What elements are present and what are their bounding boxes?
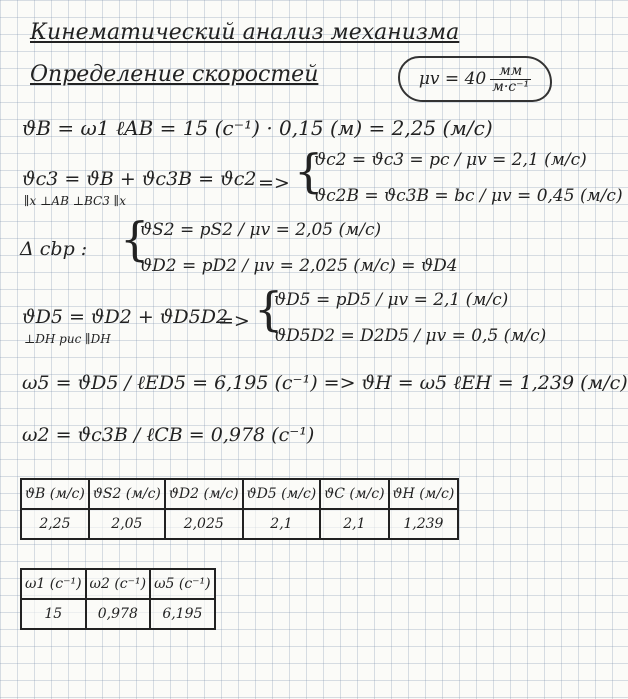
angular-velocity-table [20, 568, 216, 630]
eq-vector-c3-annotations: ∥x ⊥AB ⊥BC3 ∥x [24, 194, 126, 208]
page-title: Кинематический анализ механизма [30, 20, 460, 45]
table-cell: 2,05 [89, 509, 165, 539]
table-cell: 2,25 [21, 509, 89, 539]
sys3-line-a: ϑD5 = pD5 / μv = 2,1 (м/c) [274, 290, 509, 310]
scale-unit-num: мм [490, 64, 531, 80]
sys1-line-a: ϑc2 = ϑc3 = pc / μv = 2,1 (м/c) [314, 150, 587, 170]
table-header-cell: ω1 (c⁻¹) [21, 569, 86, 599]
sys1-line-b: ϑc2B = ϑc3B = bc / μv = 0,45 (м/c) [314, 186, 623, 206]
table-header-row [21, 479, 458, 509]
table-cell: 0,978 [86, 599, 151, 629]
table-row [21, 599, 215, 629]
table-header-cell: ϑD5 (м/c) [243, 479, 321, 509]
eq-omega2: ω2 = ϑc3B / ℓCB = 0,978 (c⁻¹) [22, 424, 315, 446]
table-row [21, 509, 458, 539]
table-cell: 2,025 [165, 509, 243, 539]
velocity-table [20, 478, 459, 540]
sys2-line-b: ϑD2 = pD2 / μv = 2,025 (м/c) = ϑD4 [140, 256, 458, 276]
table-header-cell: ϑD2 (м/c) [165, 479, 243, 509]
triangle-cbp-label: Δ cbp : [20, 238, 88, 260]
scale-unit [490, 64, 531, 95]
arrow-implies-2: => [218, 310, 250, 332]
eq-vector-d5: ϑD5 = ϑD2 + ϑD5D2 [22, 306, 229, 328]
system-brace-3: { [254, 282, 284, 336]
scale-label: μv = 40 [418, 69, 487, 89]
table-header-cell: ϑB (м/c) [21, 479, 89, 509]
scale-unit-den: м·с⁻¹ [492, 78, 530, 95]
table-header-row [21, 569, 215, 599]
table-cell: 2,1 [243, 509, 321, 539]
sys2-line-a: ϑS2 = pS2 / μv = 2,05 (м/c) [140, 220, 382, 240]
table-cell: 2,1 [320, 509, 388, 539]
section-subtitle: Определение скоростей [30, 62, 319, 87]
table-header-cell: ϑC (м/c) [320, 479, 388, 509]
table-header-cell: ω5 (c⁻¹) [150, 569, 215, 599]
table-cell: 1,239 [389, 509, 459, 539]
eq-vector-d5-annotations: ⊥DH рис ∥DH [24, 332, 111, 346]
sys3-line-b: ϑD5D2 = D2D5 / μv = 0,5 (м/c) [274, 326, 547, 346]
eq-omega5: ω5 = ϑD5 / ℓED5 = 6,195 (c⁻¹) => ϑH = ω5 ℓEH = 1,239 (м/c) [22, 372, 628, 394]
arrow-implies-1: => [258, 172, 290, 194]
table-cell: 6,195 [150, 599, 215, 629]
table-cell: 15 [21, 599, 86, 629]
system-brace-2: { [120, 212, 150, 266]
eq-vector-c3: ϑc3 = ϑB + ϑc3B = ϑc2 [22, 168, 257, 190]
table-header-cell: ϑS2 (м/c) [89, 479, 165, 509]
table-header-cell: ω2 (c⁻¹) [86, 569, 151, 599]
eq-vb: ϑB = ω1 ℓAB = 15 (c⁻¹) · 0,15 (м) = 2,25 (м/c) [22, 116, 493, 140]
scale-badge [398, 56, 552, 102]
system-brace-1: { [294, 144, 324, 198]
table-header-cell: ϑH (м/c) [389, 479, 459, 509]
